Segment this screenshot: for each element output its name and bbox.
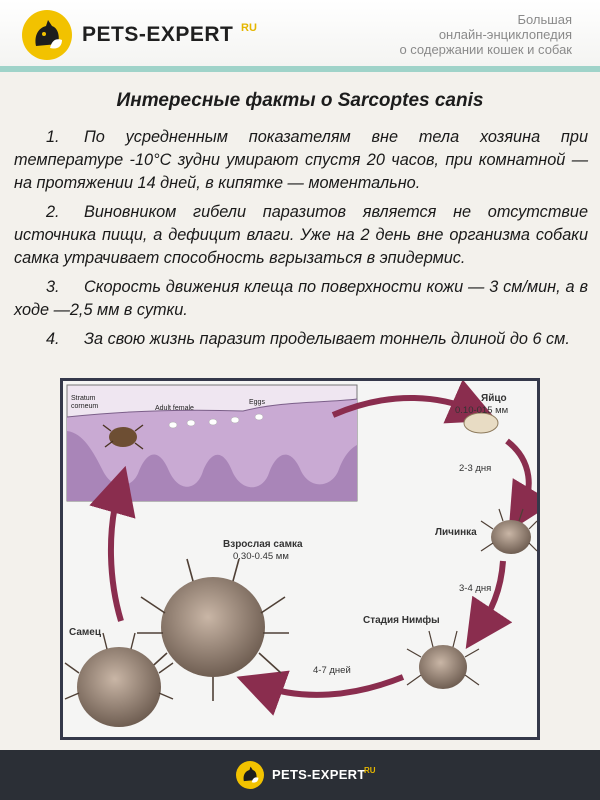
facts-list (14, 126, 588, 357)
male-label: Самец (69, 627, 102, 638)
site-footer (0, 750, 600, 800)
footer-logo-suffix: RU (364, 766, 376, 775)
adult-female-en-label: Adult female (155, 405, 194, 412)
fact-number: 2. (46, 203, 60, 221)
arrow-larva-to-nymph (479, 561, 503, 629)
article-title: Интересные факты о Sarcoptes canis (116, 90, 484, 111)
fact-text: Виновником гибели паразитов является не отсутствие источника пищи, а дефицит влаги. Уже на 2 день вне организма собаки самка утрачивает способность вгрызаться в эпидермис. (14, 203, 588, 267)
fact-number: 4. (46, 330, 60, 348)
fact-text: За свою жизнь паразит проделывает тоннель длиной до 6 см. (84, 330, 570, 348)
arrow-adult-to-skin (111, 489, 121, 621)
fact-item (14, 328, 588, 351)
larva-label: Личинка (435, 527, 477, 538)
pets-logo-icon[interactable] (22, 10, 72, 60)
footer-logo-text[interactable]: PETS-EXPERT (272, 767, 366, 782)
stage-1-duration: 2-3 дня (459, 463, 492, 474)
tagline-line: онлайн-энциклопедия (438, 27, 572, 42)
site-logo-suffix: RU (241, 22, 257, 34)
adult-female-label: Взрослая самка (223, 539, 303, 550)
stage-3-duration: 4-7 дней (313, 665, 351, 676)
fact-text: По усредненным показателям вне тела хозяина при температуре -10°C зудни умирают спустя 20 часов, при комнатной — на протяжении 14 дней, в кипятке — моментально. (14, 128, 588, 192)
lifecycle-illustration (60, 378, 540, 740)
fact-number: 3. (46, 278, 60, 296)
fact-item (14, 201, 588, 270)
stage-2-duration: 3-4 дня (459, 583, 492, 594)
corneum-label: corneum (71, 403, 99, 410)
site-logo-text[interactable]: PETS-EXPERT (82, 23, 234, 46)
larva-icon (481, 509, 537, 554)
lifecycle-svg (63, 381, 537, 737)
tagline-line: о содержании кошек и собак (399, 42, 572, 57)
eggs-en-label: Eggs (249, 399, 265, 406)
egg-icon (464, 413, 498, 433)
arrow-egg-to-larva (507, 441, 529, 511)
stratum-label: Stratum (71, 395, 96, 402)
egg-size-label: 0.10-015 мм (455, 405, 509, 416)
nymph-icon (407, 631, 479, 689)
male-icon (65, 633, 173, 727)
fact-number: 1. (46, 128, 60, 146)
site-tagline (352, 12, 572, 57)
adult-female-size: 0.30-0.45 мм (233, 551, 289, 562)
fact-item (14, 126, 588, 195)
egg-label: Яйцо (481, 393, 507, 404)
nymph-label: Стадия Нимфы (363, 615, 440, 626)
fact-item (14, 276, 588, 322)
footer-logo-icon[interactable] (236, 761, 264, 789)
tagline-line: Большая (517, 12, 572, 27)
arrow-nymph-to-adult (259, 677, 403, 695)
fact-text: Скорость движения клеща по поверхности кожи — 3 см/мин, а в ходе —2,5 мм в сутки. (14, 278, 588, 319)
site-header (0, 0, 600, 72)
